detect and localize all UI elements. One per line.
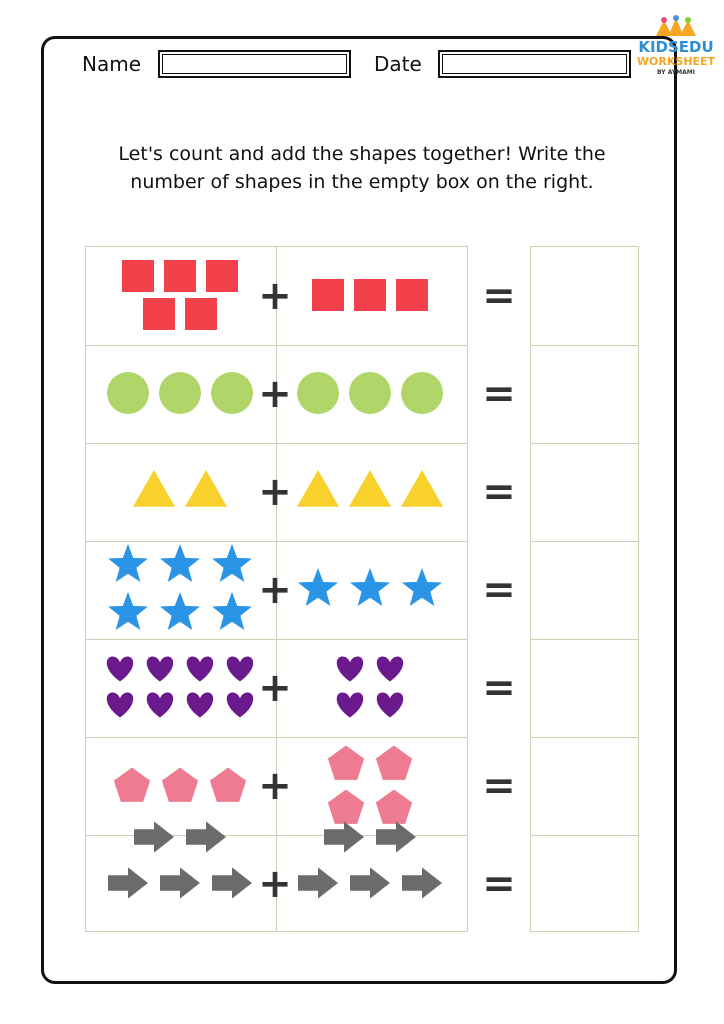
arrow-shape xyxy=(402,867,442,898)
pentagon-shape xyxy=(210,768,246,802)
circle-shape xyxy=(401,372,443,414)
arrow-shape xyxy=(134,821,174,852)
pentagon-shape xyxy=(162,768,198,802)
triangle-shape xyxy=(401,470,443,507)
name-label: Name xyxy=(82,52,142,76)
star-shape xyxy=(350,568,390,606)
arrow-shape xyxy=(212,867,252,898)
circle-shape xyxy=(211,372,253,414)
plus-sign: + xyxy=(258,665,292,711)
triangle-shape xyxy=(133,470,175,507)
heart-shape xyxy=(227,657,253,682)
triangle-shape xyxy=(297,470,339,507)
svg-text:BY AYMAMI: BY AYMAMI xyxy=(657,69,695,76)
star-shape xyxy=(212,544,252,582)
heart-shape xyxy=(187,693,213,718)
arrow-shape xyxy=(160,867,200,898)
square-shape xyxy=(206,260,238,292)
heart-shape xyxy=(227,693,253,718)
equals-sign: = xyxy=(482,665,516,711)
equals-sign: = xyxy=(482,861,516,907)
date-label: Date xyxy=(374,52,422,76)
plus-sign: + xyxy=(258,861,292,907)
plus-sign: + xyxy=(258,273,292,319)
svg-text:KIDSEDU: KIDSEDU xyxy=(638,38,714,56)
pentagon-shape xyxy=(114,768,150,802)
triangle-shape xyxy=(349,470,391,507)
arrow-shape xyxy=(324,821,364,852)
pentagon-shape xyxy=(328,790,364,824)
star-shape xyxy=(160,544,200,582)
pentagon-shape xyxy=(376,790,412,824)
svg-text:WORKSHEET: WORKSHEET xyxy=(636,55,716,68)
arrow-shape xyxy=(108,867,148,898)
circle-shape xyxy=(297,372,339,414)
circle-shape xyxy=(349,372,391,414)
arrow-shape xyxy=(376,821,416,852)
equals-sign: = xyxy=(482,469,516,515)
equals-sign: = xyxy=(482,567,516,613)
arrow-shape xyxy=(298,867,338,898)
square-shape xyxy=(354,279,386,311)
pentagon-shape xyxy=(328,746,364,780)
star-shape xyxy=(298,568,338,606)
equals-sign: = xyxy=(482,371,516,417)
star-shape xyxy=(160,592,200,630)
square-shape xyxy=(185,298,217,330)
triangle-shape xyxy=(185,470,227,507)
heart-shape xyxy=(377,693,403,718)
star-shape xyxy=(108,544,148,582)
heart-shape xyxy=(377,657,403,682)
star-shape xyxy=(212,592,252,630)
heart-shape xyxy=(187,657,213,682)
arrow-shape xyxy=(350,867,390,898)
plus-sign: + xyxy=(258,567,292,613)
plus-sign: + xyxy=(258,469,292,515)
heart-shape xyxy=(337,657,363,682)
square-shape xyxy=(143,298,175,330)
star-shape xyxy=(108,592,148,630)
heart-shape xyxy=(147,657,173,682)
pentagon-shape xyxy=(376,746,412,780)
square-shape xyxy=(396,279,428,311)
circle-shape xyxy=(107,372,149,414)
heart-shape xyxy=(107,657,133,682)
equals-sign: = xyxy=(482,763,516,809)
heart-shape xyxy=(337,693,363,718)
plus-sign: + xyxy=(258,371,292,417)
instructions: Let's count and add the shapes together! Write the number of shapes in the empty box on the right. xyxy=(118,143,606,193)
circle-shape xyxy=(159,372,201,414)
arrow-shape xyxy=(186,821,226,852)
square-shape xyxy=(312,279,344,311)
square-shape xyxy=(164,260,196,292)
equals-sign: = xyxy=(482,273,516,319)
plus-sign: + xyxy=(258,763,292,809)
star-shape xyxy=(402,568,442,606)
heart-shape xyxy=(147,693,173,718)
heart-shape xyxy=(107,693,133,718)
square-shape xyxy=(122,260,154,292)
